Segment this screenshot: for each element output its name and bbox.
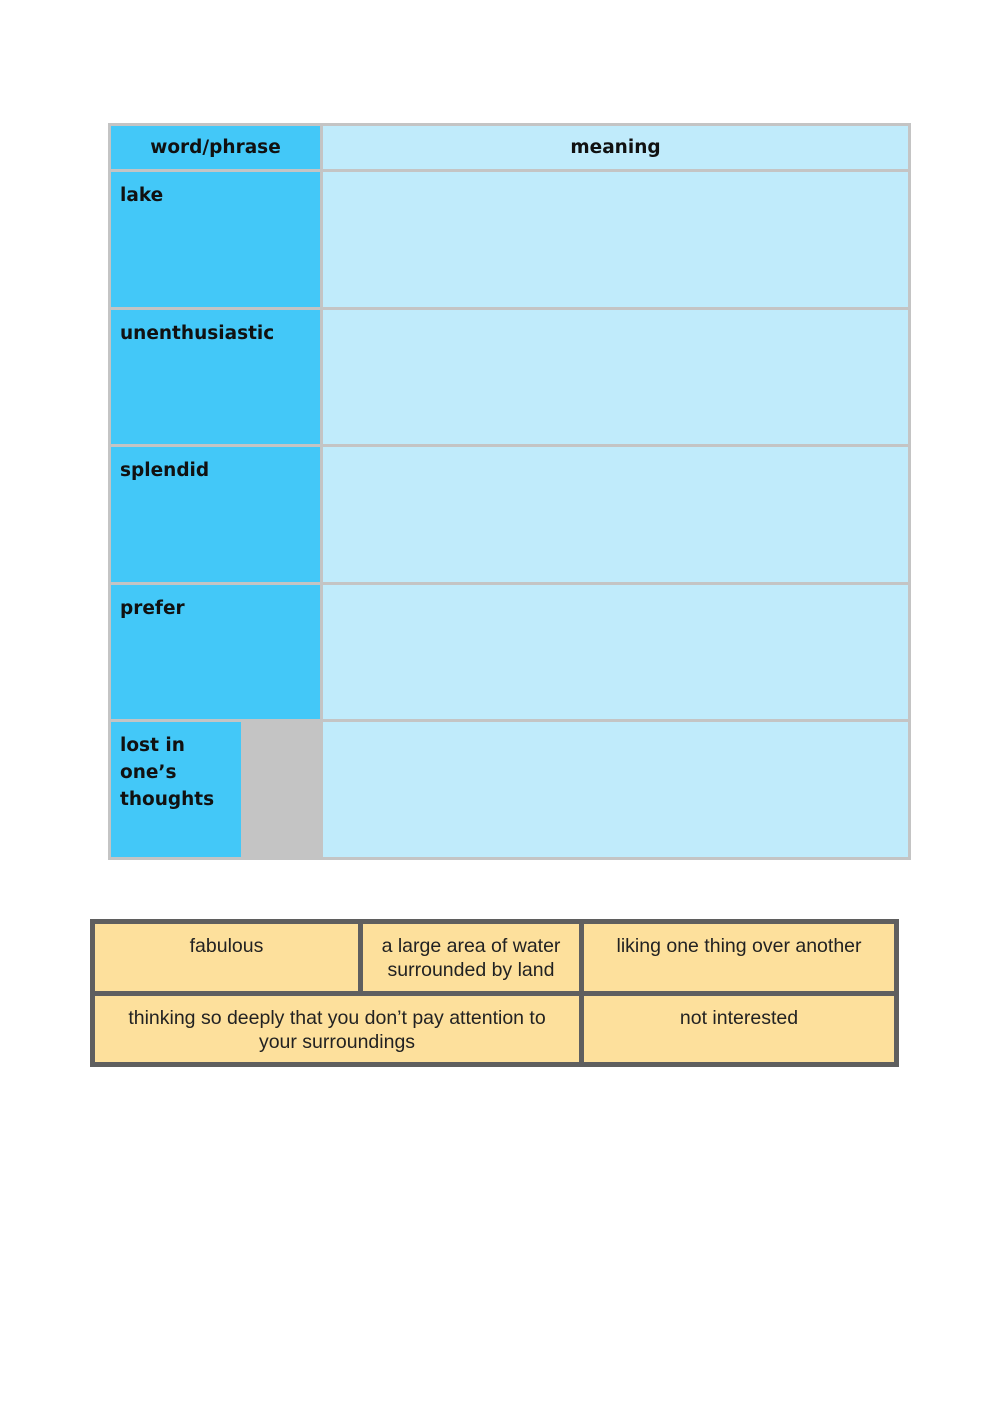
answer-card-not-interested[interactable]: not interested bbox=[584, 996, 894, 1063]
answer-cards bbox=[90, 919, 899, 1067]
word-cell-splendid: splendid bbox=[111, 447, 320, 582]
answer-card-thinking-deeply[interactable]: thinking so deeply that you don’t pay attention to your surroundings bbox=[95, 996, 579, 1063]
answer-card-large-area-of-water[interactable]: a large area of water surrounded by land bbox=[363, 924, 579, 991]
word-cell-lake: lake bbox=[111, 172, 320, 307]
word-cell-prefer: prefer bbox=[111, 585, 320, 720]
header-word-phrase: word/phrase bbox=[111, 126, 320, 169]
meaning-drop-zone-splendid[interactable] bbox=[323, 447, 908, 582]
vocabulary-table bbox=[108, 123, 911, 860]
meaning-drop-zone-unenthusiastic[interactable] bbox=[323, 310, 908, 445]
word-cell-lost-in-ones-thoughts: lost in one’s thoughts bbox=[111, 722, 241, 857]
header-meaning: meaning bbox=[323, 126, 908, 169]
meaning-drop-zone-lake[interactable] bbox=[323, 172, 908, 307]
answer-card-fabulous[interactable]: fabulous bbox=[95, 924, 358, 991]
meaning-drop-zone-lost-in-ones-thoughts[interactable] bbox=[323, 722, 908, 857]
word-cell-unenthusiastic: unenthusiastic bbox=[111, 310, 320, 445]
answer-card-liking-one-thing[interactable]: liking one thing over another bbox=[584, 924, 894, 991]
meaning-drop-zone-prefer[interactable] bbox=[323, 585, 908, 720]
